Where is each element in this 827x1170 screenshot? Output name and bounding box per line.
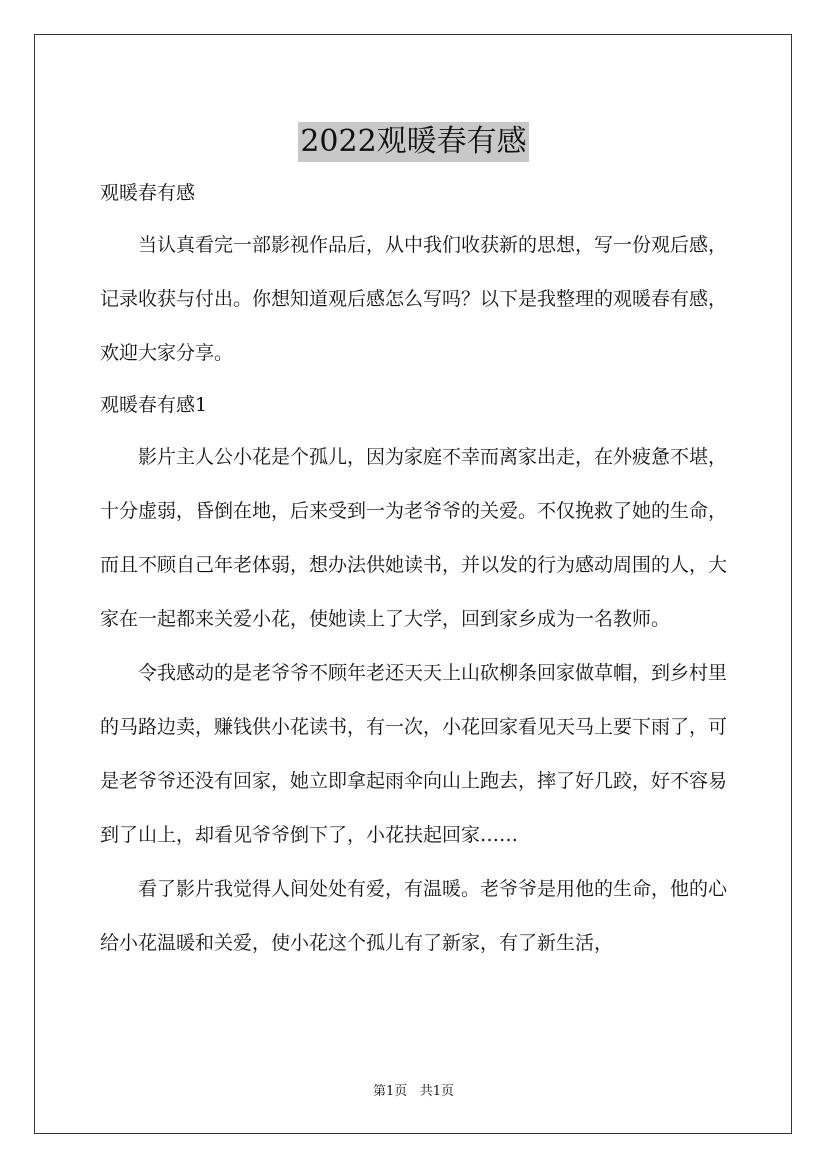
- document-title: 2022观暖春有感: [298, 122, 528, 162]
- body-paragraph-2: 令我感动的是老爷爷不顾年老还天天上山砍柳条回家做草帽，到乡村里的马路边卖，赚钱供小花读书，有一次，小花回家看见天马上要下雨了，可是老爷爷还没有回家，她立即拿起雨伞向山上跑去，摔了好几跤，好不容易到了山上，却看见爷爷倒下了，小花扶起回家……: [100, 662, 728, 846]
- subtitle-heading: 观暖春有感: [100, 182, 196, 204]
- document-body: [100, 168, 727, 970]
- body-paragraph-3: 看了影片我觉得人间处处有爱，有温暖。老爷爷是用他的生命，他的心给小花温暖和关爱，使小花这个孤儿有了新家，有了新生活，: [100, 878, 728, 954]
- body-paragraph-1: 影片主人公小花是个孤儿，因为家庭不幸而离家出走，在外疲惫不堪，十分虚弱，昏倒在地，后来受到一为老爷爷的关爱。不仅挽救了她的生命，而且不顾自己年老体弱，想办法供她读书，并以发的行为感动周围的人，大家在一起都来关爱小花，使她读上了大学，回到家乡成为一名教师。: [100, 446, 728, 630]
- page-number: 第1页: [373, 1084, 408, 1099]
- total-pages: 共1页: [419, 1084, 454, 1099]
- section-heading-1: 观暖春有感1: [100, 394, 208, 416]
- intro-paragraph: 当认真看完一部影视作品后，从中我们收获新的思想，写一份观后感，记录收获与付出。你想知道观后感怎么写吗？以下是我整理的观暖春有感，欢迎大家分享。: [100, 234, 728, 364]
- page-footer: [0, 1082, 827, 1102]
